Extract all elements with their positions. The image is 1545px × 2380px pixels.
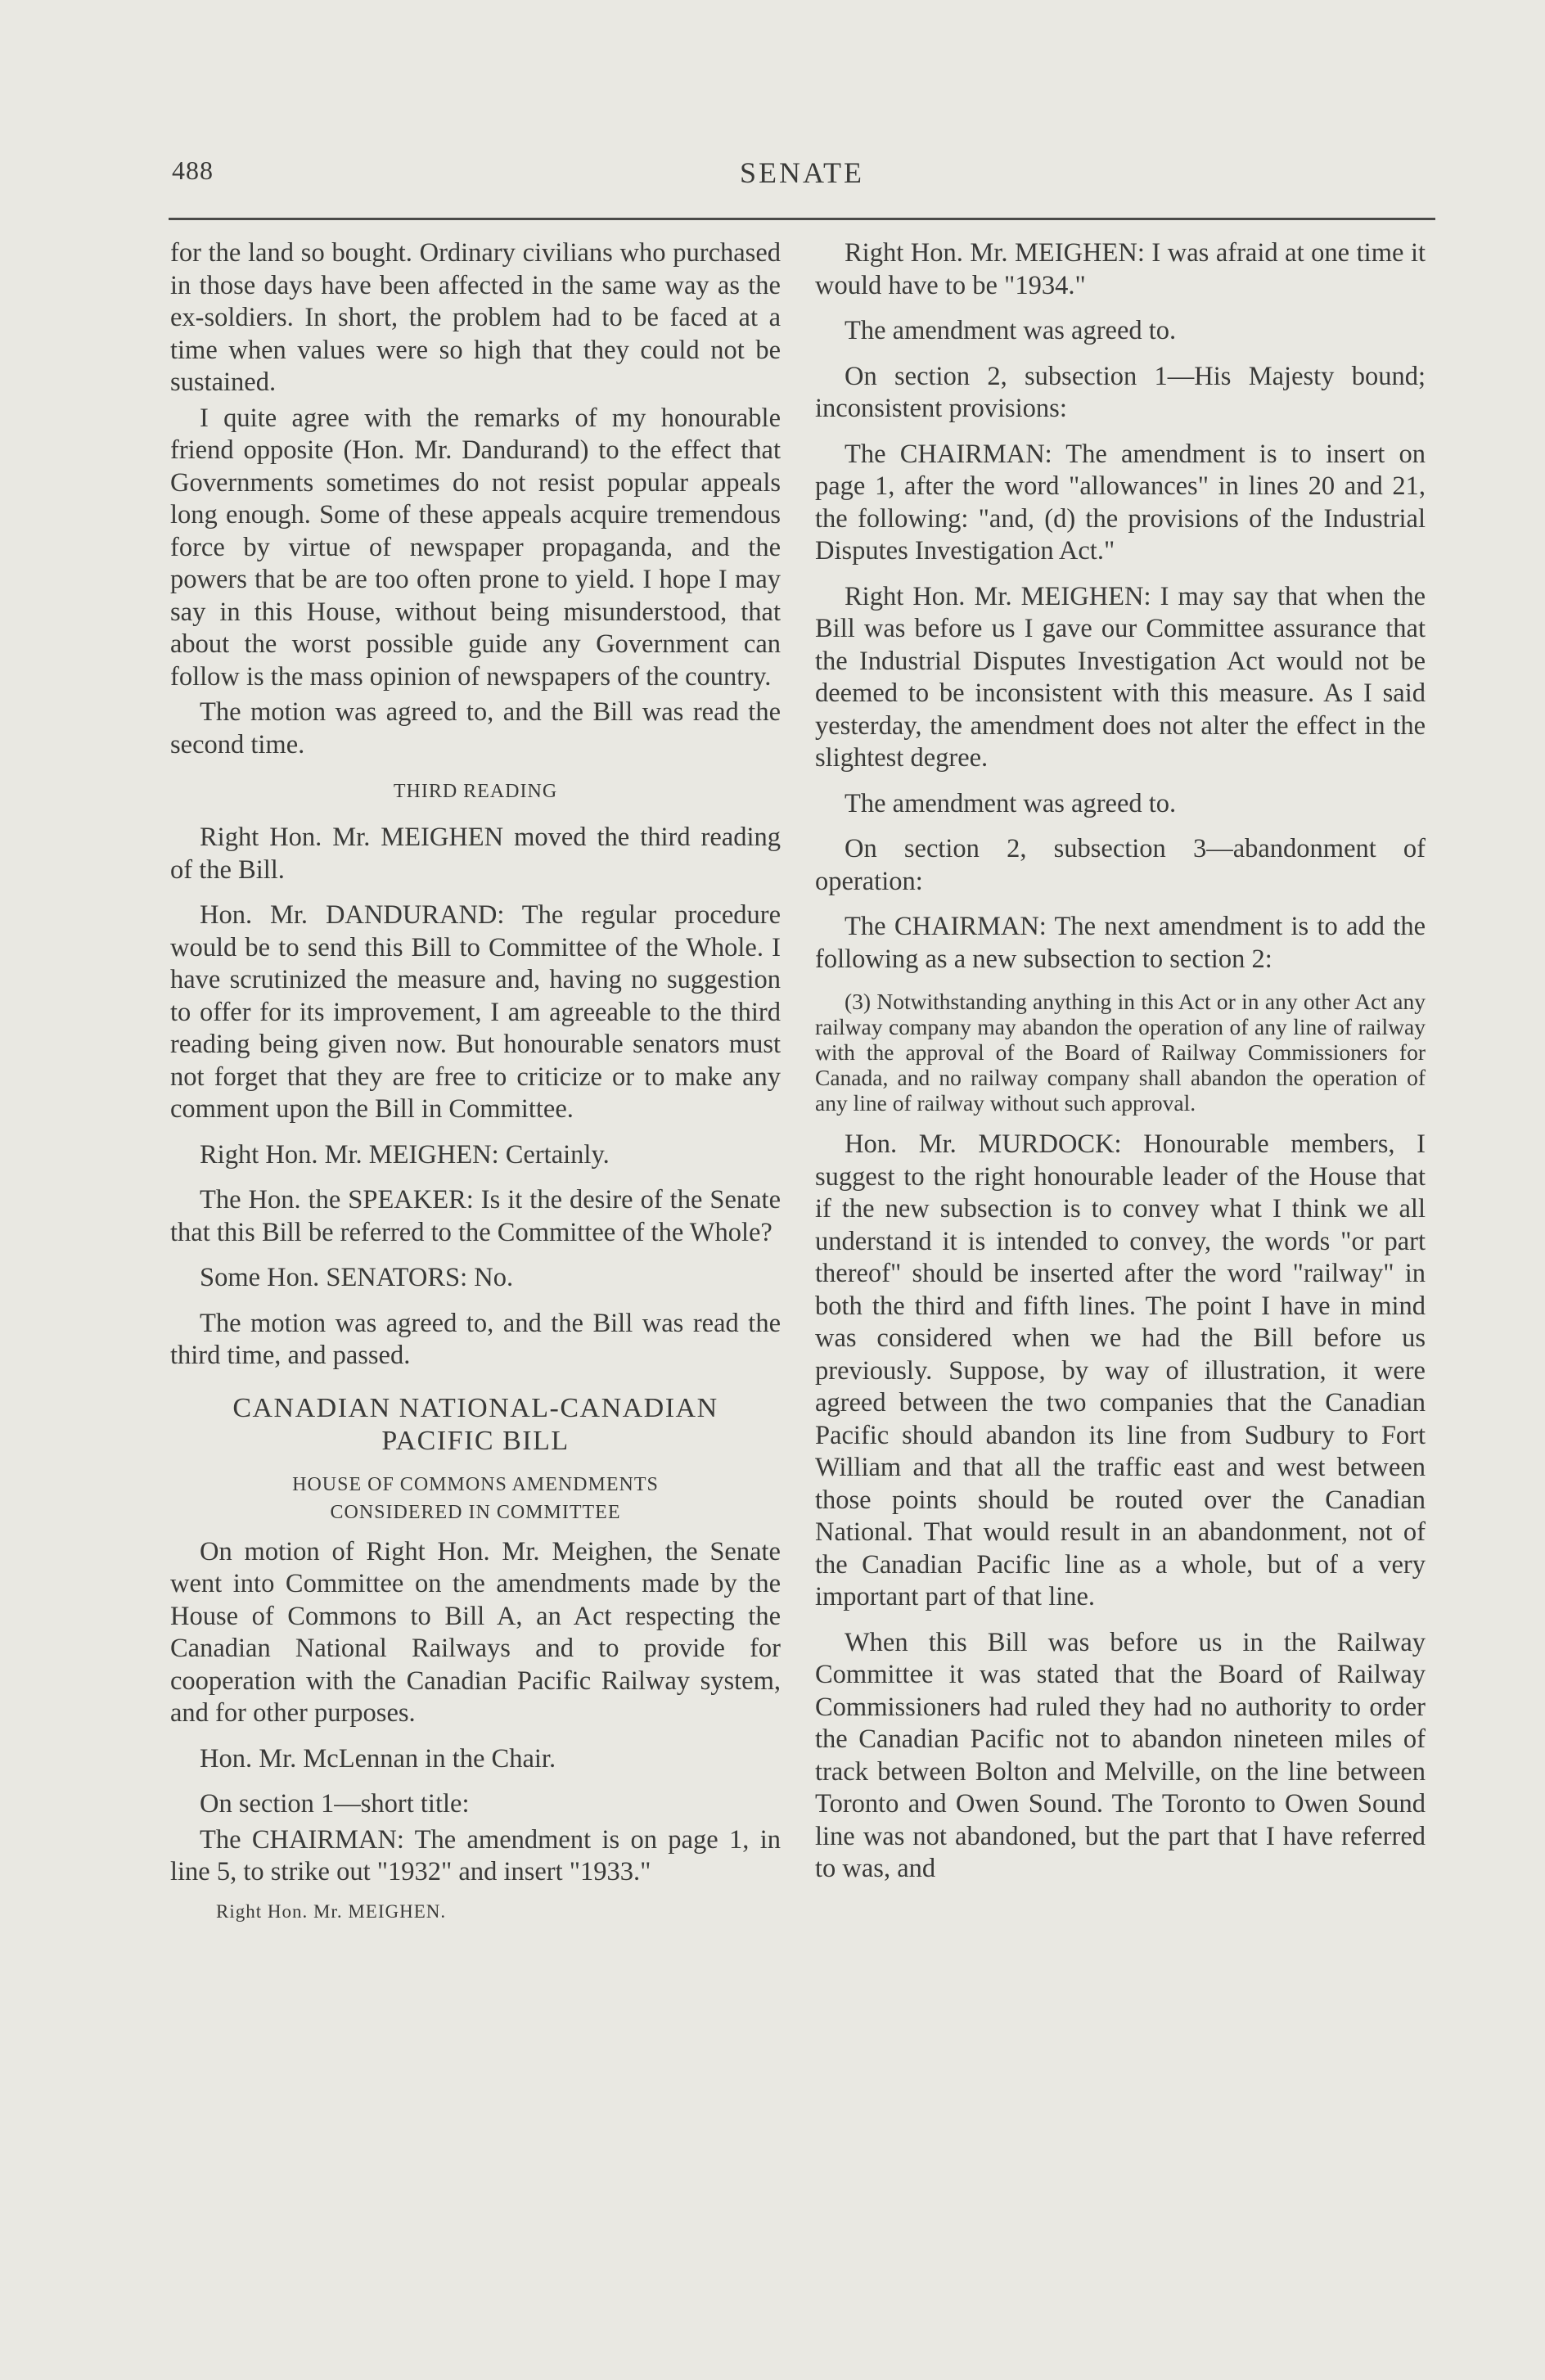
paragraph: The amendment was agreed to.: [845, 316, 1177, 345]
paragraph: On section 2, subsection 3—abandonment of operation:: [815, 834, 1426, 896]
paragraph: The Hon. the SPEAKER: Is it the desire of the Senate that this Bill be referred to the Committee of the Whole?: [170, 1185, 781, 1247]
running-head: SENATE: [740, 156, 864, 189]
paragraph: The amendment was agreed to.: [845, 788, 1177, 818]
left-column: [170, 237, 781, 1927]
paragraph: Right Hon. Mr. MEIGHEN: Certainly.: [200, 1139, 610, 1170]
paragraph: Right Hon. Mr. MEIGHEN: I was afraid at one time it would have to be "1934.": [815, 238, 1426, 300]
paragraph: The motion was agreed to, and the Bill was read the third time, and passed.: [170, 1308, 781, 1370]
paragraph: On motion of Right Hon. Mr. Meighen, the Senate went into Committee on the amendments made by the House of Commons to Bill A, an Act respecting the Canadian National Railways and to provide for cooperation with the Canadian Pacific Railway system, and for other purposes.: [170, 1536, 781, 1728]
paragraph: When this Bill was before us in the Railway Committee it was stated that the Board of Railway Commissioners had ruled they had no authority to order the Canadian Pacific not to abandon nineteen miles of track between Bolton and Melville, on the line between Toronto and Owen Sound. The Toronto to Owen Sound line was not abandoned, but the part that I have referred to was, and: [815, 1627, 1426, 1883]
paragraph: The motion was agreed to, and the Bill was read the second time.: [170, 697, 781, 760]
subheading: HOUSE OF COMMONS AMENDMENTS: [292, 1473, 659, 1495]
page-header: [172, 152, 1432, 201]
paragraph: The CHAIRMAN: The next amendment is to add the following as a new subsection to section 2:: [815, 912, 1426, 974]
paragraph: Right Hon. Mr. MEIGHEN moved the third reading of the Bill.: [170, 823, 781, 885]
paragraph: Some Hon. SENATORS: No.: [200, 1263, 514, 1292]
subheading: CONSIDERED IN COMMITTEE: [330, 1501, 621, 1523]
paragraph: Hon. Mr. McLennan in the Chair.: [200, 1743, 556, 1774]
paragraph: The CHAIRMAN: The amendment is to insert on page 1, after the word "allowances" in lines 20 and 21, the following: "and, (d) the provisions of the Industrial Disputes Investigation Act.": [815, 439, 1426, 566]
paragraph: Right Hon. Mr. MEIGHEN: I may say that when the Bill was before us I gave our Committee assurance that the Industrial Disputes Investigation Act would not be deemed to be inconsistent with this measure. As I said yesterday, the amendment does not alter the effect in the slightest degree.: [815, 581, 1426, 773]
bill-title-heading: CANADIAN NATIONAL-CANADIAN PACIFIC BILL: [232, 1392, 718, 1456]
paragraph: Hon. Mr. MURDOCK: Honourable members, I suggest to the right honourable leader of the House that if the new subsection is to convey what I think we all understand it is intended to convey, the words "or part thereof" should be inserted after the word "railway" in both the third and fifth lines. The point I have in mind was considered when we had the Bill before us previously. Suppose, by way of illustration, it were agreed between the two companies that the Canadian Pacific should abandon its line from Sudbury to Fort William and that all the traffic east and west between those points should be routed over the Canadian National. That would result in an abandonment, not of the Canadian Pacific line as a whole, but of a very important part of that line.: [815, 1129, 1426, 1611]
page-number: 488: [172, 156, 214, 185]
paragraph: On section 2, subsection 1—His Majesty bound; inconsistent provisions:: [815, 361, 1426, 423]
paragraph: Hon. Mr. DANDURAND: The regular procedure would be to send this Bill to Committee of the Whole. I have scrutinized the measure and, having no suggestion to offer for its improvement, I am agreeable to the third reading being given now. But honourable senators must not forget that they are free to criticize or to make any comment upon the Bill in Committee.: [170, 900, 781, 1124]
paragraph: I quite agree with the remarks of my honourable friend opposite (Hon. Mr. Dandurand) to the effect that Governments sometimes do not resist popular appeals long enough. Some of these appeals acquire tremendous force by virtue of newspaper propaganda, and the powers that be are too often prone to yield. I hope I may say in this House, without being misunderstood, that about the worst possible guide any Government can follow is the mass opinion of newspapers of the country.: [170, 403, 781, 692]
paragraph: On section 1—short title:: [200, 1789, 470, 1819]
catchword: Right Hon. Mr. MEIGHEN.: [216, 1900, 447, 1922]
right-column: [815, 237, 1426, 1899]
section-heading: THIRD READING: [393, 781, 558, 802]
header-rule: [169, 218, 1435, 220]
paragraph: for the land so bought. Ordinary civilians who purchased in those days have been affected in the same way as the ex-soldiers. In short, the problem had to be faced at a time when values were so high that they could not be sustained.: [170, 238, 781, 397]
quoted-subsection: (3) Notwithstanding anything in this Act or in any other Act any railway company may abandon the operation of any line of railway with the approval of the Board of Railway Commissioners for Canada, and no railway company shall abandon the operation of any line of railway without such approval.: [815, 989, 1426, 1116]
paragraph: The CHAIRMAN: The amendment is on page 1, in line 5, to strike out "1932" and insert "1933.": [170, 1824, 781, 1886]
